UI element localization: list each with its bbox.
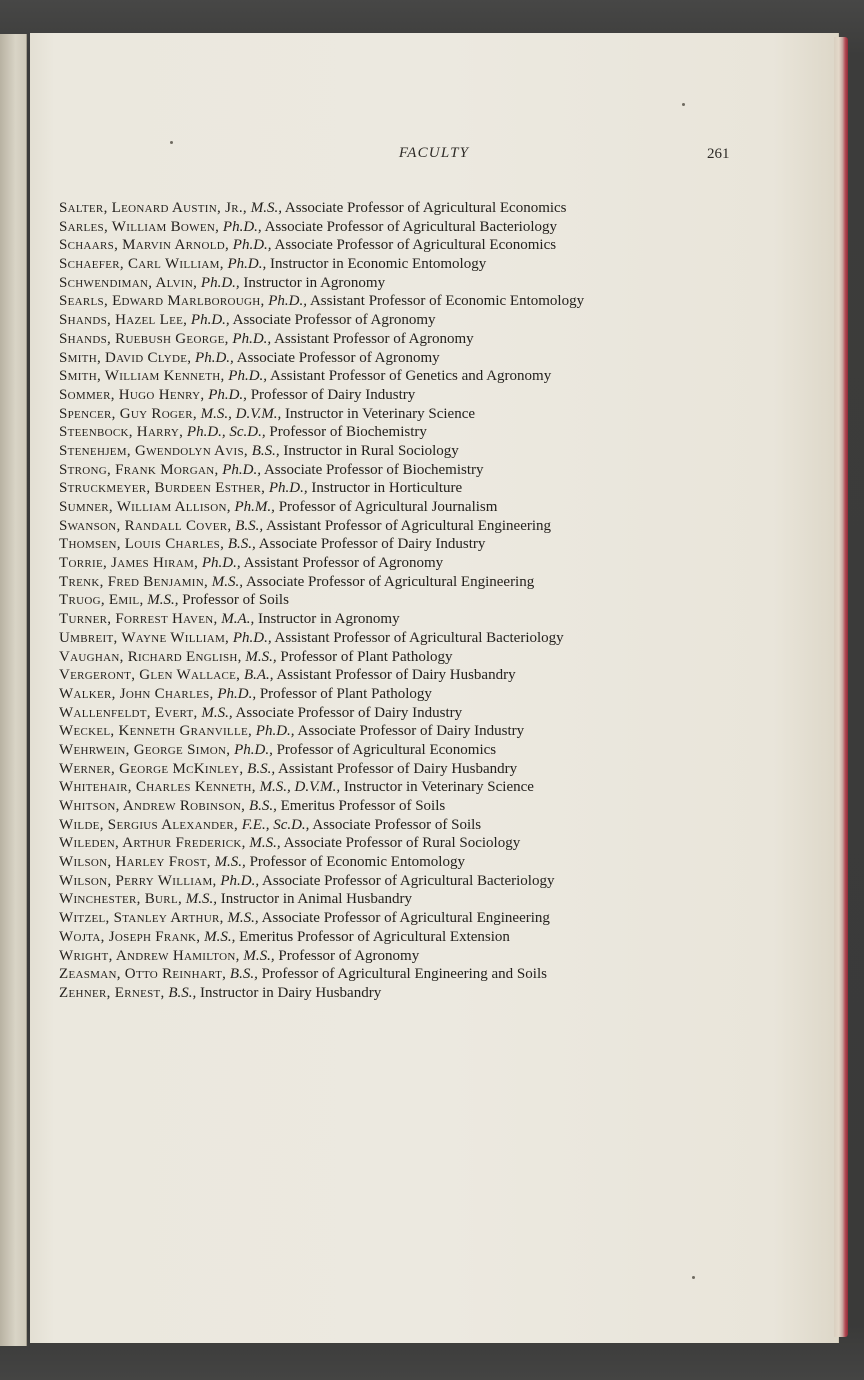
faculty-name: Thomsen, Louis Charles, — [59, 536, 225, 553]
faculty-title: Professor of Soils — [182, 592, 289, 609]
faculty-entry — [59, 741, 699, 760]
faculty-title: Associate Professor of Agricultural Engineering — [261, 910, 550, 927]
faculty-entry — [59, 255, 699, 274]
faculty-name: Strong, Frank Morgan, — [59, 461, 219, 478]
faculty-degree: M.S., — [147, 592, 179, 609]
faculty-entry — [59, 405, 699, 424]
faculty-entry — [59, 722, 699, 741]
faculty-degree: Ph.D., — [232, 629, 272, 646]
faculty-entry — [59, 890, 699, 909]
faculty-entry — [59, 834, 699, 853]
faculty-title: Instructor in Dairy Husbandry — [200, 984, 382, 1001]
faculty-degree: B.S., — [251, 442, 280, 459]
faculty-name: Werner, George McKinley, — [59, 760, 244, 777]
faculty-name: Whitson, Andrew Robinson, — [59, 798, 246, 814]
faculty-degree: Ph.D., — [227, 256, 267, 273]
faculty-degree: Ph.D., — [195, 349, 234, 366]
faculty-degree: Ph.D., — [232, 330, 272, 347]
faculty-entry — [59, 816, 699, 835]
faculty-degree: M.S., — [227, 910, 259, 927]
faculty-name: Zeasman, Otto Reinhart, — [59, 966, 227, 983]
faculty-name: Witzel, Stanley Arthur, — [59, 910, 224, 927]
faculty-entry — [59, 535, 699, 554]
faculty-entry — [59, 292, 699, 311]
faculty-title: Instructor in Horticulture — [311, 480, 463, 497]
faculty-title: Assistant Professor of Dairy Husbandry — [276, 667, 516, 684]
faculty-degree: M.S., D.V.M., — [259, 779, 341, 796]
faculty-entry — [59, 554, 699, 573]
faculty-title: Associate Professor of Biochemistry — [263, 461, 484, 478]
faculty-entry — [59, 965, 699, 984]
faculty-degree: Ph.D., — [217, 685, 257, 702]
faculty-title: Assistant Professor of Agronomy — [243, 555, 444, 572]
faculty-entry — [59, 442, 699, 461]
faculty-entry — [59, 629, 699, 648]
faculty-title: Professor of Biochemistry — [269, 424, 427, 441]
faculty-degree: M.S., — [185, 891, 218, 908]
faculty-degree: B.S., — [229, 966, 258, 983]
faculty-degree: M.A., — [221, 611, 255, 628]
faculty-name: Steenbock, Harry, — [59, 424, 184, 441]
faculty-entry — [59, 330, 699, 349]
faculty-entry — [59, 236, 699, 255]
faculty-title: Instructor in Veterinary Science — [343, 779, 534, 796]
faculty-degree: M.S., — [245, 648, 277, 665]
faculty-title: Professor of Agricultural Economics — [276, 741, 497, 758]
page-header-title: FACULTY — [398, 145, 470, 161]
faculty-degree: Ph.D., — [190, 312, 230, 329]
faculty-name: Sarles, William Bowen, — [59, 218, 220, 235]
faculty-title: Emeritus Professor of Agricultural Extension — [239, 928, 510, 945]
faculty-title: Associate Professor of Soils — [312, 816, 482, 833]
faculty-entry — [59, 853, 699, 872]
paper-speck — [170, 141, 173, 144]
faculty-title: Professor of Plant Pathology — [280, 648, 453, 665]
faculty-degree: Ph.D., — [200, 274, 240, 291]
faculty-degree: Ph.D., — [222, 218, 262, 235]
faculty-name: Torrie, James Hiram, — [59, 555, 199, 572]
faculty-entry — [59, 274, 699, 293]
faculty-degree: M.S., — [211, 573, 244, 590]
faculty-name: Whitehair, Charles Kenneth, — [59, 779, 256, 796]
faculty-degree: B.S., — [248, 798, 277, 814]
faculty-title: Instructor in Rural Sociology — [283, 442, 459, 459]
faculty-degree: Ph.D., — [201, 555, 241, 572]
faculty-entry — [59, 498, 699, 517]
faculty-entry — [59, 685, 699, 704]
faculty-title: Instructor in Agronomy — [243, 274, 386, 291]
faculty-title: Associate Professor of Agricultural Engineering — [245, 573, 535, 590]
faculty-name: Zehner, Ernest, — [59, 984, 165, 1001]
faculty-degree: M.S., — [201, 704, 233, 721]
faculty-title: Associate Professor of Agricultural Economics — [274, 237, 557, 254]
faculty-entry — [59, 573, 699, 592]
faculty-title: Professor of Economic Entomology — [249, 854, 465, 871]
faculty-name: Schaars, Marvin Arnold, — [59, 237, 230, 254]
faculty-degree: Ph.D., — [222, 461, 261, 478]
faculty-title: Associate Professor of Agronomy — [232, 312, 436, 329]
faculty-title: Professor of Agricultural Journalism — [278, 499, 498, 515]
faculty-entry — [59, 311, 699, 330]
faculty-name: Umbreit, Wayne William, — [59, 629, 230, 646]
faculty-name: Walker, John Charles, — [59, 685, 214, 702]
faculty-title: Assistant Professor of Agronomy — [274, 330, 474, 347]
faculty-entry — [59, 479, 699, 498]
faculty-degree: Ph.D., — [268, 480, 308, 497]
faculty-degree: Ph.D., — [220, 872, 260, 889]
faculty-title: Assistant Professor of Dairy Husbandry — [278, 760, 518, 777]
faculty-entry — [59, 648, 699, 667]
faculty-title: Assistant Professor of Agricultural Bacteriology — [274, 629, 564, 646]
faculty-degree: Ph.D., — [255, 723, 295, 740]
faculty-name: Schwendiman, Alvin, — [59, 274, 198, 291]
faculty-entry — [59, 760, 699, 779]
faculty-name: Stenehjem, Gwendolyn Avis, — [59, 442, 248, 459]
faculty-degree: M.S., D.V.M., — [200, 405, 282, 422]
faculty-entry — [59, 984, 699, 1003]
faculty-title: Emeritus Professor of Soils — [280, 798, 446, 814]
faculty-title: Instructor in Veterinary Science — [284, 405, 476, 422]
faculty-name: Wileden, Arthur Frederick, — [59, 835, 246, 852]
faculty-title: Associate Professor of Dairy Industry — [258, 536, 486, 553]
faculty-list — [59, 199, 699, 1003]
faculty-entry — [59, 909, 699, 928]
page-edge-red — [834, 37, 848, 1337]
faculty-name: Vergeront, Glen Wallace, — [59, 667, 241, 684]
faculty-title: Associate Professor of Rural Sociology — [283, 835, 521, 852]
faculty-title: Professor of Plant Pathology — [259, 685, 432, 702]
faculty-entry — [59, 199, 699, 218]
faculty-entry — [59, 423, 699, 442]
faculty-name: Wright, Andrew Hamilton, — [59, 947, 240, 964]
faculty-degree: F.E., Sc.D., — [241, 816, 310, 833]
faculty-name: Smith, David Clyde, — [59, 349, 192, 366]
faculty-name: Wojta, Joseph Frank, — [59, 928, 201, 945]
faculty-title: Associate Professor of Agronomy — [236, 349, 440, 366]
faculty-degree: M.S., — [249, 835, 281, 852]
faculty-degree: Ph.D., — [268, 293, 308, 310]
previous-page-edge — [0, 34, 27, 1346]
faculty-name: Spencer, Guy Roger, — [59, 405, 197, 422]
faculty-entry — [59, 218, 699, 237]
faculty-degree: B.S., — [227, 536, 256, 553]
faculty-name: Schaefer, Carl William, — [59, 256, 224, 273]
faculty-name: Struckmeyer, Burdeen Esther, — [59, 480, 266, 497]
faculty-title: Instructor in Agronomy — [257, 611, 400, 628]
faculty-entry — [59, 872, 699, 891]
faculty-degree: B.S., — [168, 984, 197, 1001]
faculty-name: Wehrwein, George Simon, — [59, 741, 231, 758]
faculty-name: Trenk, Fred Benjamin, — [59, 573, 209, 590]
faculty-name: Wallenfeldt, Evert, — [59, 704, 198, 721]
page-number: 261 — [707, 146, 730, 162]
faculty-title: Assistant Professor of Agricultural Engineering — [266, 517, 552, 534]
faculty-name: Wilde, Sergius Alexander, — [59, 816, 239, 833]
faculty-name: Searls, Edward Marlborough, — [59, 293, 265, 310]
faculty-entry — [59, 461, 699, 480]
faculty-name: Shands, Ruebush George, — [59, 330, 229, 347]
faculty-degree: Ph.M., — [234, 499, 275, 515]
faculty-entry — [59, 928, 699, 947]
faculty-name: Shands, Hazel Lee, — [59, 312, 188, 329]
faculty-entry — [59, 704, 699, 723]
faculty-entry — [59, 591, 699, 610]
faculty-entry — [59, 367, 699, 386]
running-head — [30, 145, 838, 165]
faculty-degree: Ph.D., — [234, 741, 273, 758]
faculty-title: Professor of Dairy Industry — [250, 386, 416, 403]
faculty-degree: M.S., — [204, 928, 236, 945]
faculty-name: Swanson, Randall Cover, — [59, 517, 232, 534]
paper-speck — [682, 103, 685, 106]
faculty-name: Winchester, Burl, — [59, 891, 183, 908]
faculty-name: Sommer, Hugo Henry, — [59, 386, 205, 403]
faculty-degree: Ph.D., — [232, 237, 272, 254]
faculty-name: Wilson, Perry William, — [59, 872, 217, 889]
faculty-title: Associate Professor of Agricultural Bacteriology — [264, 218, 558, 235]
faculty-degree: Ph.D., — [228, 368, 268, 385]
faculty-title: Professor of Agricultural Engineering and Soils — [261, 966, 547, 983]
faculty-entry — [59, 349, 699, 368]
faculty-name: Truog, Emil, — [59, 592, 144, 609]
faculty-name: Sumner, William Allison, — [59, 499, 231, 515]
faculty-degree: B.S., — [235, 517, 264, 534]
faculty-entry — [59, 797, 699, 816]
faculty-entry — [59, 517, 699, 536]
faculty-title: Associate Professor of Dairy Industry — [297, 723, 525, 740]
faculty-title: Instructor in Animal Husbandry — [220, 891, 412, 908]
faculty-name: Turner, Forrest Haven, — [59, 611, 218, 628]
faculty-name: Weckel, Kenneth Granville, — [59, 723, 253, 740]
faculty-degree: M.S., — [250, 200, 282, 216]
faculty-entry — [59, 947, 699, 966]
faculty-title: Associate Professor of Agricultural Bacteriology — [262, 872, 555, 889]
faculty-name: Vaughan, Richard English, — [59, 648, 242, 665]
faculty-degree: M.S., — [214, 854, 246, 871]
faculty-name: Salter, Leonard Austin, Jr., — [59, 200, 247, 216]
faculty-name: Smith, William Kenneth, — [59, 368, 225, 385]
faculty-entry — [59, 778, 699, 797]
faculty-entry — [59, 666, 699, 685]
faculty-title: Assistant Professor of Economic Entomology — [309, 293, 585, 310]
faculty-title: Assistant Professor of Genetics and Agronomy — [269, 368, 552, 385]
faculty-title: Associate Professor of Agricultural Economics — [284, 200, 567, 216]
faculty-title: Professor of Agronomy — [278, 947, 420, 964]
paper-speck — [692, 1276, 695, 1279]
faculty-entry — [59, 610, 699, 629]
faculty-degree: Ph.D., Sc.D., — [186, 424, 266, 441]
faculty-entry — [59, 386, 699, 405]
faculty-degree: B.A., — [243, 667, 274, 684]
faculty-title: Instructor in Economic Entomology — [270, 256, 487, 273]
faculty-name: Wilson, Harley Frost, — [59, 854, 211, 871]
faculty-title: Associate Professor of Dairy Industry — [235, 704, 463, 721]
faculty-degree: B.S., — [247, 760, 276, 777]
faculty-degree: M.S., — [243, 947, 275, 964]
faculty-degree: Ph.D., — [208, 386, 247, 403]
